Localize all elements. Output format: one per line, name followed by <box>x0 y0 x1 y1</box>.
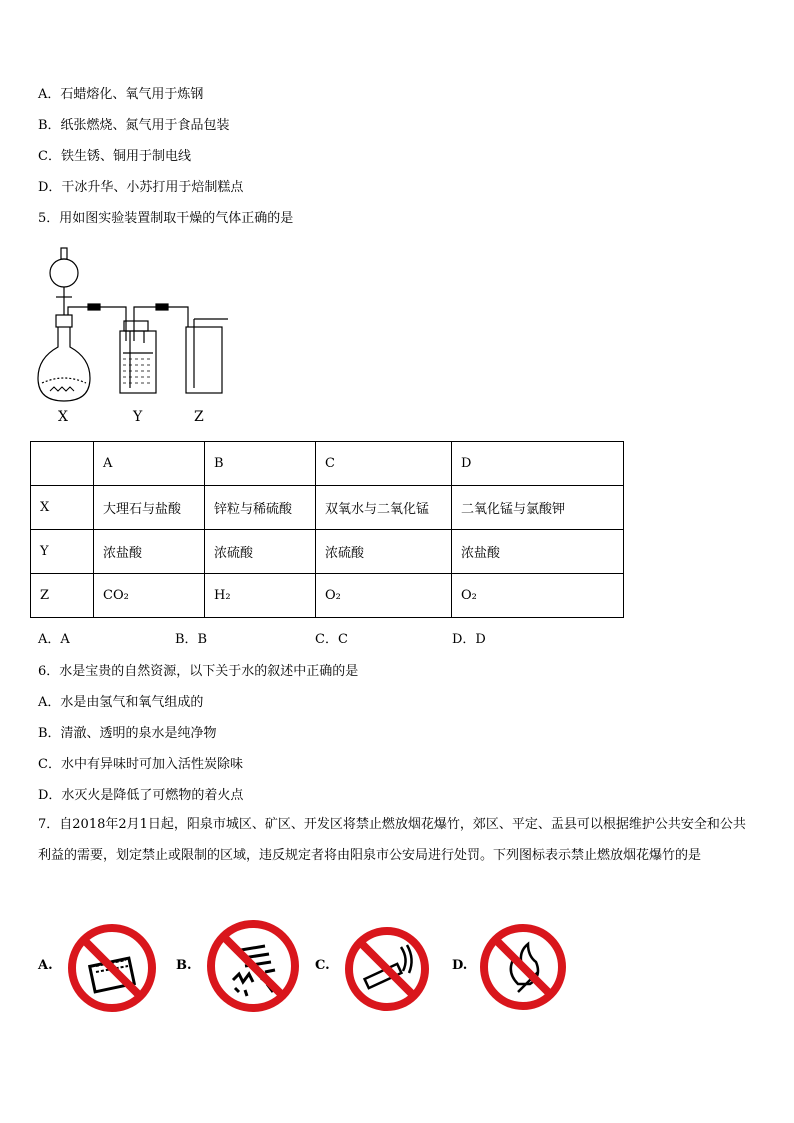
funnel-bulb <box>50 259 78 287</box>
table-cell: X <box>31 486 94 530</box>
q5-answer-a: A．A <box>38 632 70 647</box>
no-open-flame-icon <box>478 922 568 1012</box>
table-cell: O₂ <box>316 574 452 618</box>
q4-option-c: C．铁生锈、铜用于制电线 <box>38 149 191 164</box>
q7-stem: 7．自2018年2月1日起，阳泉市城区、矿区、开发区将禁止燃放烟花爆竹，郊区、平定、盂县可以根据维护公共安全和公共利益的需要，划定禁止或限制的区域，违反规定者将由阳泉市公安局进行处罚。下列图标表示禁止燃放烟花爆竹的是 <box>38 817 746 863</box>
table-cell: 浓盐酸 <box>94 530 205 574</box>
label-y: Y <box>133 409 143 425</box>
table-cell: A <box>94 442 205 486</box>
q7-option-b-label: B. <box>176 958 192 973</box>
tube-connector-1 <box>88 304 100 310</box>
no-matches-icon <box>66 922 158 1014</box>
table-cell: B <box>205 442 316 486</box>
q6-option-b: B．清澈、透明的泉水是纯净物 <box>38 726 217 741</box>
table-row <box>31 486 624 530</box>
table-row <box>31 574 624 618</box>
table-cell: O₂ <box>452 574 624 618</box>
table-cell: Y <box>31 530 94 574</box>
tube-connector-2 <box>156 304 168 310</box>
q6-stem: 6．水是宝贵的自然资源，以下关于水的叙述中正确的是 <box>38 664 359 679</box>
flask-x <box>38 327 90 401</box>
table-cell: Z <box>31 574 94 618</box>
funnel-stopper <box>61 248 67 259</box>
table-cell <box>31 442 94 486</box>
table-cell: 锌粒与稀硫酸 <box>205 486 316 530</box>
gas-apparatus-diagram <box>28 243 238 428</box>
q6-option-d: D．水灭火是降低了可燃物的着火点 <box>38 788 244 803</box>
q5-answer-c: C．C <box>315 632 348 647</box>
no-fireworks-icon <box>205 918 301 1014</box>
q5-answer-b: B．B <box>175 632 208 647</box>
q4-option-a: A．石蜡熔化、氧气用于炼钢 <box>38 87 204 102</box>
table-cell: CO₂ <box>94 574 205 618</box>
q5-stem: 5．用如图实验装置制取干燥的气体正确的是 <box>38 211 294 226</box>
label-z: Z <box>194 409 204 425</box>
table-cell: 大理石与盐酸 <box>94 486 205 530</box>
table-cell: 双氧水与二氧化锰 <box>316 486 452 530</box>
q4-option-b: B．纸张燃烧、氮气用于食品包装 <box>38 118 230 133</box>
table-cell: 浓盐酸 <box>452 530 624 574</box>
bottle-z <box>186 327 222 393</box>
q7-option-c-label: C. <box>315 958 330 973</box>
table-cell: 浓硫酸 <box>205 530 316 574</box>
q4-option-d: D．干冰升华、小苏打用于焙制糕点 <box>38 180 244 195</box>
bottle-y-stopper <box>124 321 148 331</box>
q6-option-a: A．水是由氢气和氧气组成的 <box>38 695 204 710</box>
flask-stopper <box>56 315 72 327</box>
q5-option-table <box>30 441 624 618</box>
table-cell: 浓硫酸 <box>316 530 452 574</box>
table-header-row <box>31 442 624 486</box>
no-smoking-icon <box>343 925 431 1013</box>
table-row <box>31 530 624 574</box>
table-cell: D <box>452 442 624 486</box>
q7-option-d-label: D. <box>452 958 468 973</box>
table-cell: C <box>316 442 452 486</box>
table-cell: H₂ <box>205 574 316 618</box>
label-x: X <box>58 409 68 425</box>
q6-option-c: C．水中有异味时可加入活性炭除味 <box>38 757 243 772</box>
q7-option-a-label: A. <box>38 958 53 973</box>
table-cell: 二氧化锰与氯酸钾 <box>452 486 624 530</box>
q5-answer-d: D．D <box>452 632 486 647</box>
